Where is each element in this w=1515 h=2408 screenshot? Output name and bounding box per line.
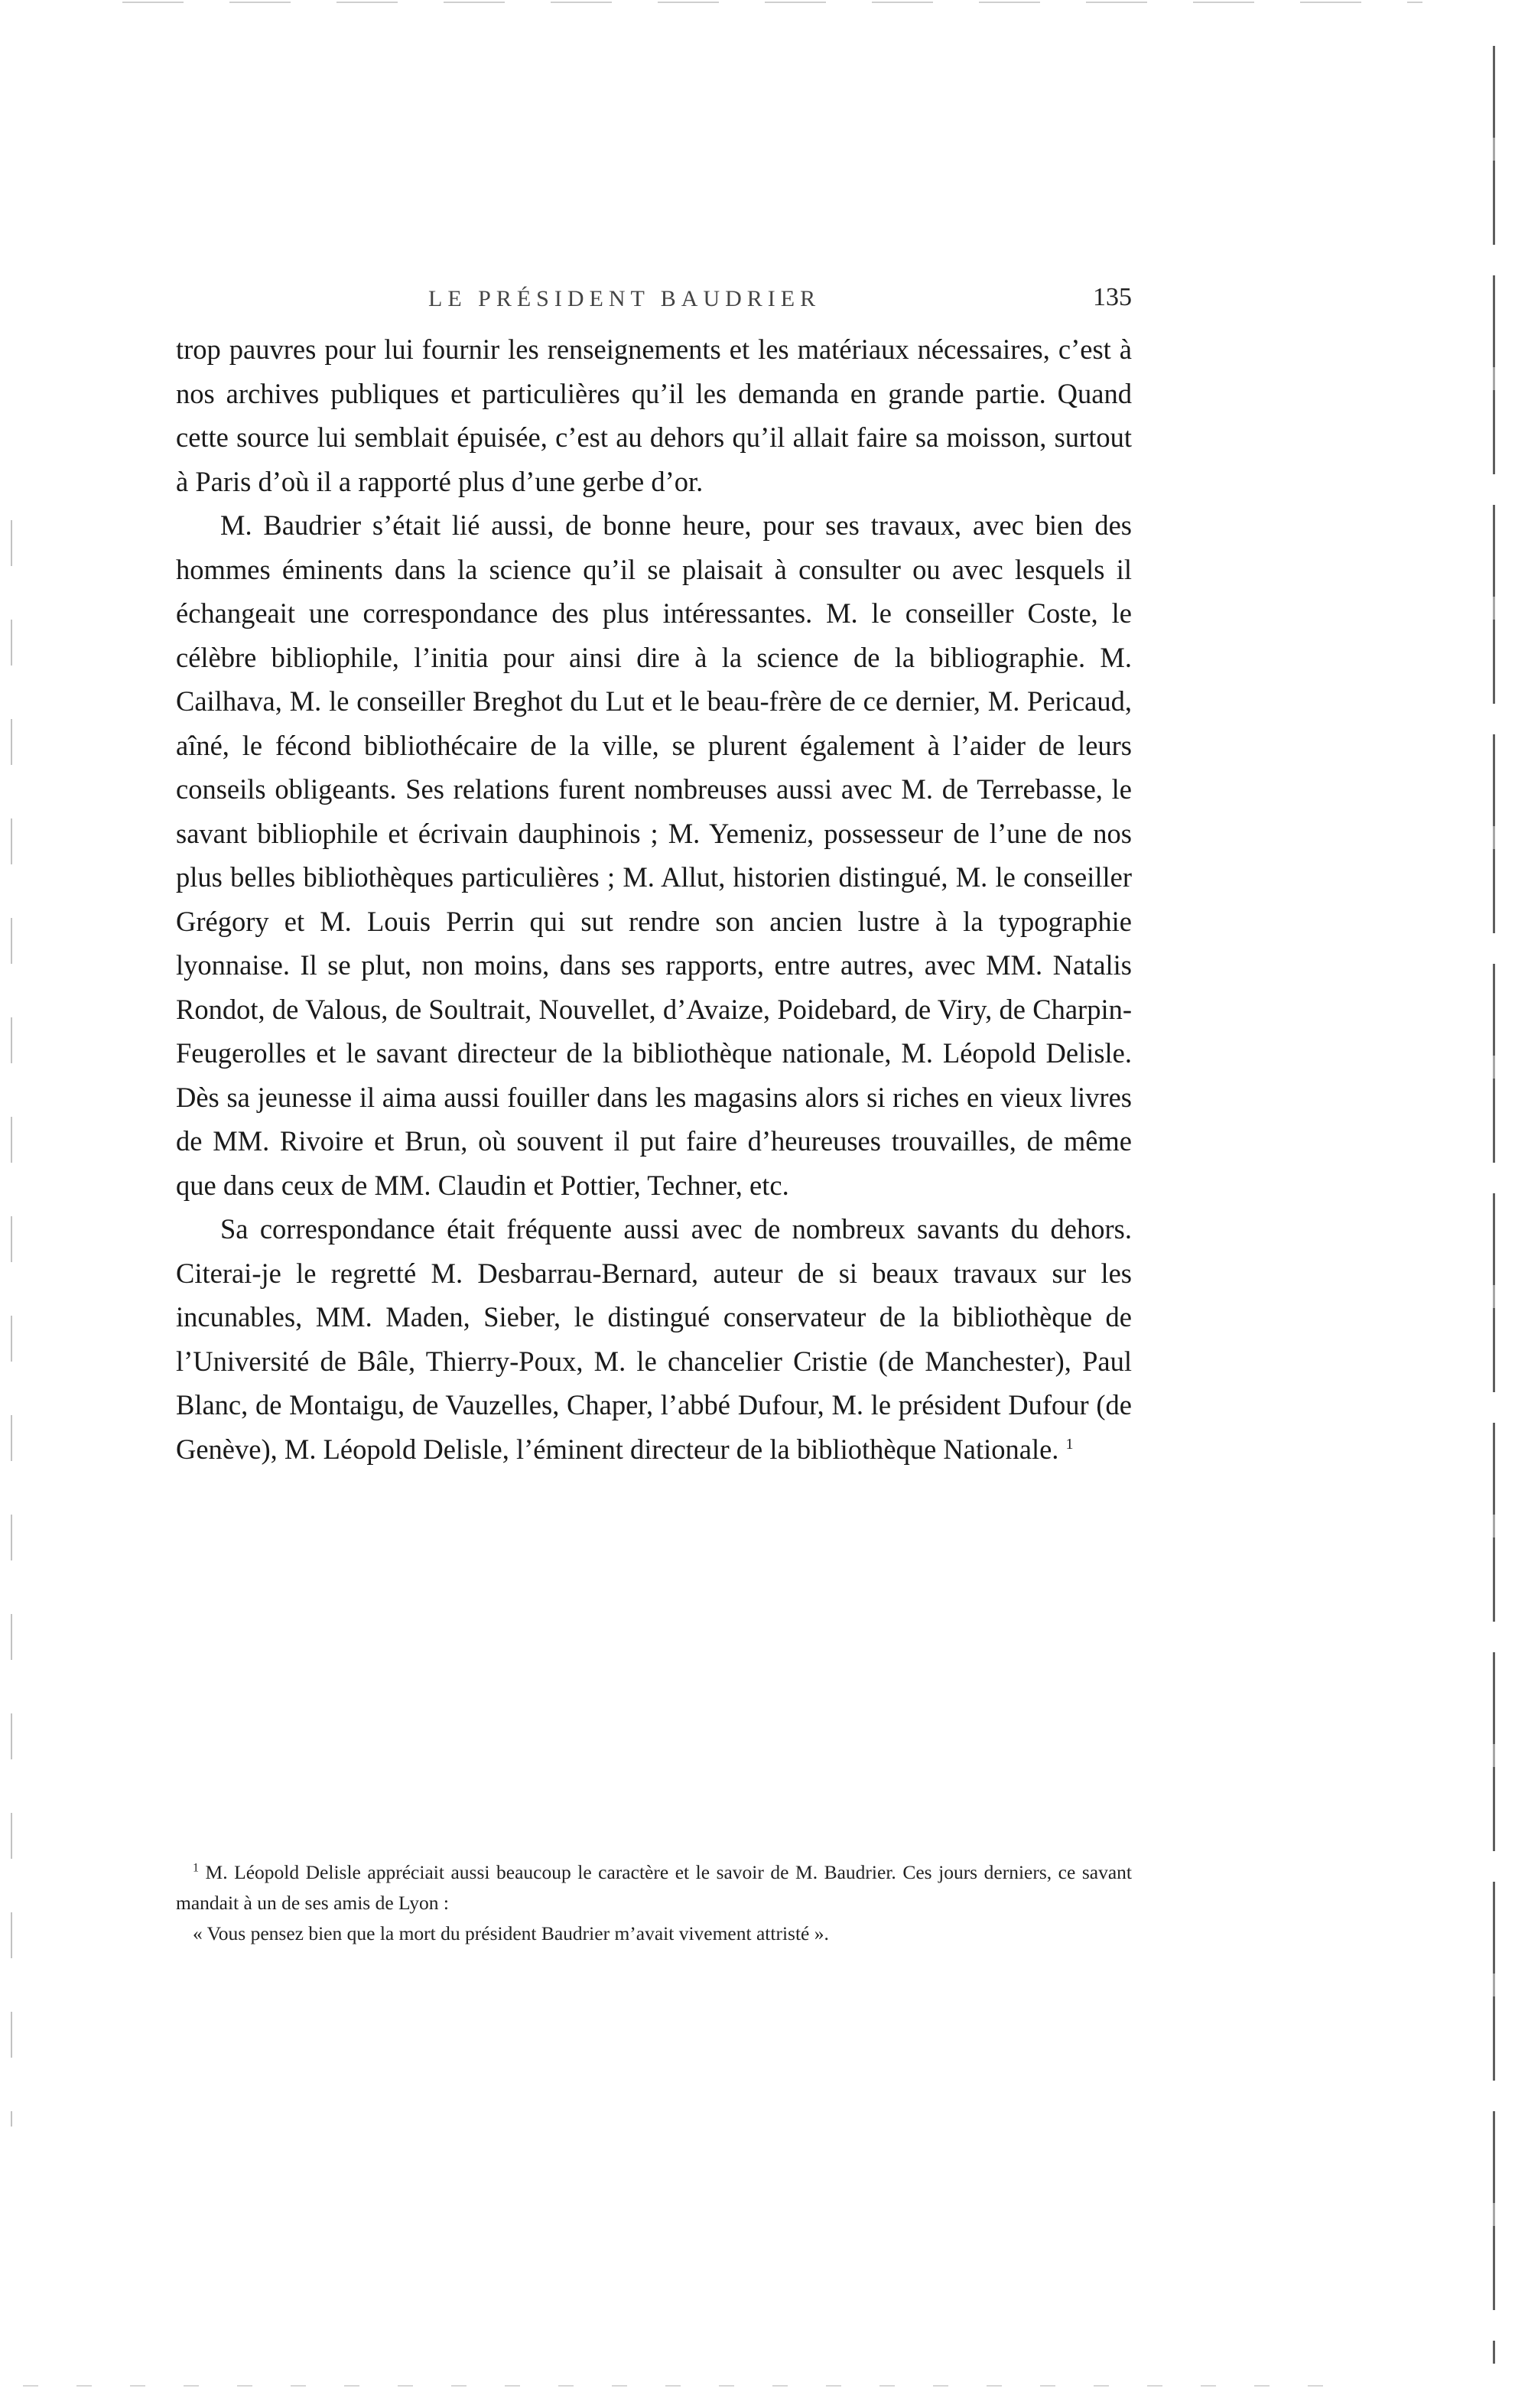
footnote-marker: 1 bbox=[193, 1861, 199, 1875]
scan-artifact-bottom bbox=[23, 2385, 1323, 2387]
paragraph-correspondents-abroad bbox=[176, 1207, 1132, 1471]
scan-artifact-right-edge bbox=[1493, 46, 1495, 2364]
footnote-text: M. Léopold Delisle appréciait aussi beaucoup le caractère et le savoir de M. Baudrier. Ces jours derniers, ce savant mandait à un de ses amis de Lyon : bbox=[176, 1861, 1132, 1914]
footnote-reference: 1 bbox=[1065, 1435, 1074, 1453]
footnote-quote bbox=[176, 1918, 1132, 1949]
footnote-text: « Vous pensez bien que la mort du président Baudrier m’avait vivement attristé ». bbox=[193, 1922, 829, 1944]
footnotes bbox=[176, 1857, 1132, 1949]
page-number: 135 bbox=[1093, 283, 1132, 311]
paragraph-continuation bbox=[176, 327, 1132, 503]
paragraph-correspondents-lyon bbox=[176, 503, 1132, 1207]
scan-artifact-top bbox=[122, 2, 1422, 3]
body-text bbox=[176, 327, 1132, 1471]
paragraph-text: trop pauvres pour lui fournir les renseignements et les matériaux nécessaires, c’est à nos archives publiques et particulières qu’il les demanda en grande partie. Quand cette source lui semblait épuisée, c’est au dehors qu’il allait faire sa moisson, surtout à Paris d’où il a rapporté plus d’une gerbe d’or. bbox=[176, 334, 1132, 497]
running-title: LE PRÉSIDENT BAUDRIER bbox=[428, 286, 821, 311]
running-head bbox=[176, 283, 1132, 329]
paragraph-text: M. Baudrier s’était lié aussi, de bonne heure, pour ses travaux, avec bien des hommes éminents dans la science qu’il se plaisait à consulter ou avec lesquels il échangeait une correspondance des plus intéressantes. M. le conseiller Coste, le célèbre bibliophile, l’initia pour ainsi dire à la science de la bibliographie. M. Cailhava, M. le conseiller Breghot du Lut et le beau-frère de ce dernier, M. Pericaud, aîné, le fécond bibliothécaire de la ville, se plurent également à l’aider de leurs conseils obligeants. Ses relations furent nombreuses aussi avec M. de Terrebasse, le savant bibliophile et écrivain dauphinois ; M. Yemeniz, possesseur de l’une de nos plus belles bibliothèques particulières ; M. Allut, historien distingué, M. le conseiller Grégory et M. Louis Perrin qui sut rendre son ancien lustre à la typographie lyonnaise. Il se plut, non moins, dans ses rapports, entre autres, avec MM. Natalis Rondot, de Valous, de Soultrait, Nouvellet, d’Avaize, Poidebard, de Viry, de Charpin-Feugerolles et le savant directeur de la bibliothèque nationale, M. Léopold Delisle. Dès sa jeunesse il aima aussi fouiller dans les magasins alors si riches en vieux livres de MM. Rivoire et Brun, où souvent il put faire d’heureuses trouvailles, de même que dans ceux de MM. Claudin et Pottier, Techner, etc. bbox=[176, 509, 1132, 1201]
footnote-line bbox=[176, 1857, 1132, 1918]
paragraph-text: Sa correspondance était fréquente aussi avec de nombreux savants du dehors. Citerai-je le regretté M. Desbarrau-Bernard, auteur de si beaux travaux sur les incunables, MM. Maden, Sieber, le distingué conservateur de la bibliothèque de l’Université de Bâle, Thierry-Poux, M. le chancelier Cristie (de Manchester), Paul Blanc, de Montaigu, de Vauzelles, Chaper, l’abbé Dufour, M. le président Dufour (de Genève), M. Léopold Delisle, l’éminent directeur de la bibliothèque Nationale. bbox=[176, 1213, 1132, 1465]
scan-artifact-left-edge bbox=[11, 520, 12, 2127]
